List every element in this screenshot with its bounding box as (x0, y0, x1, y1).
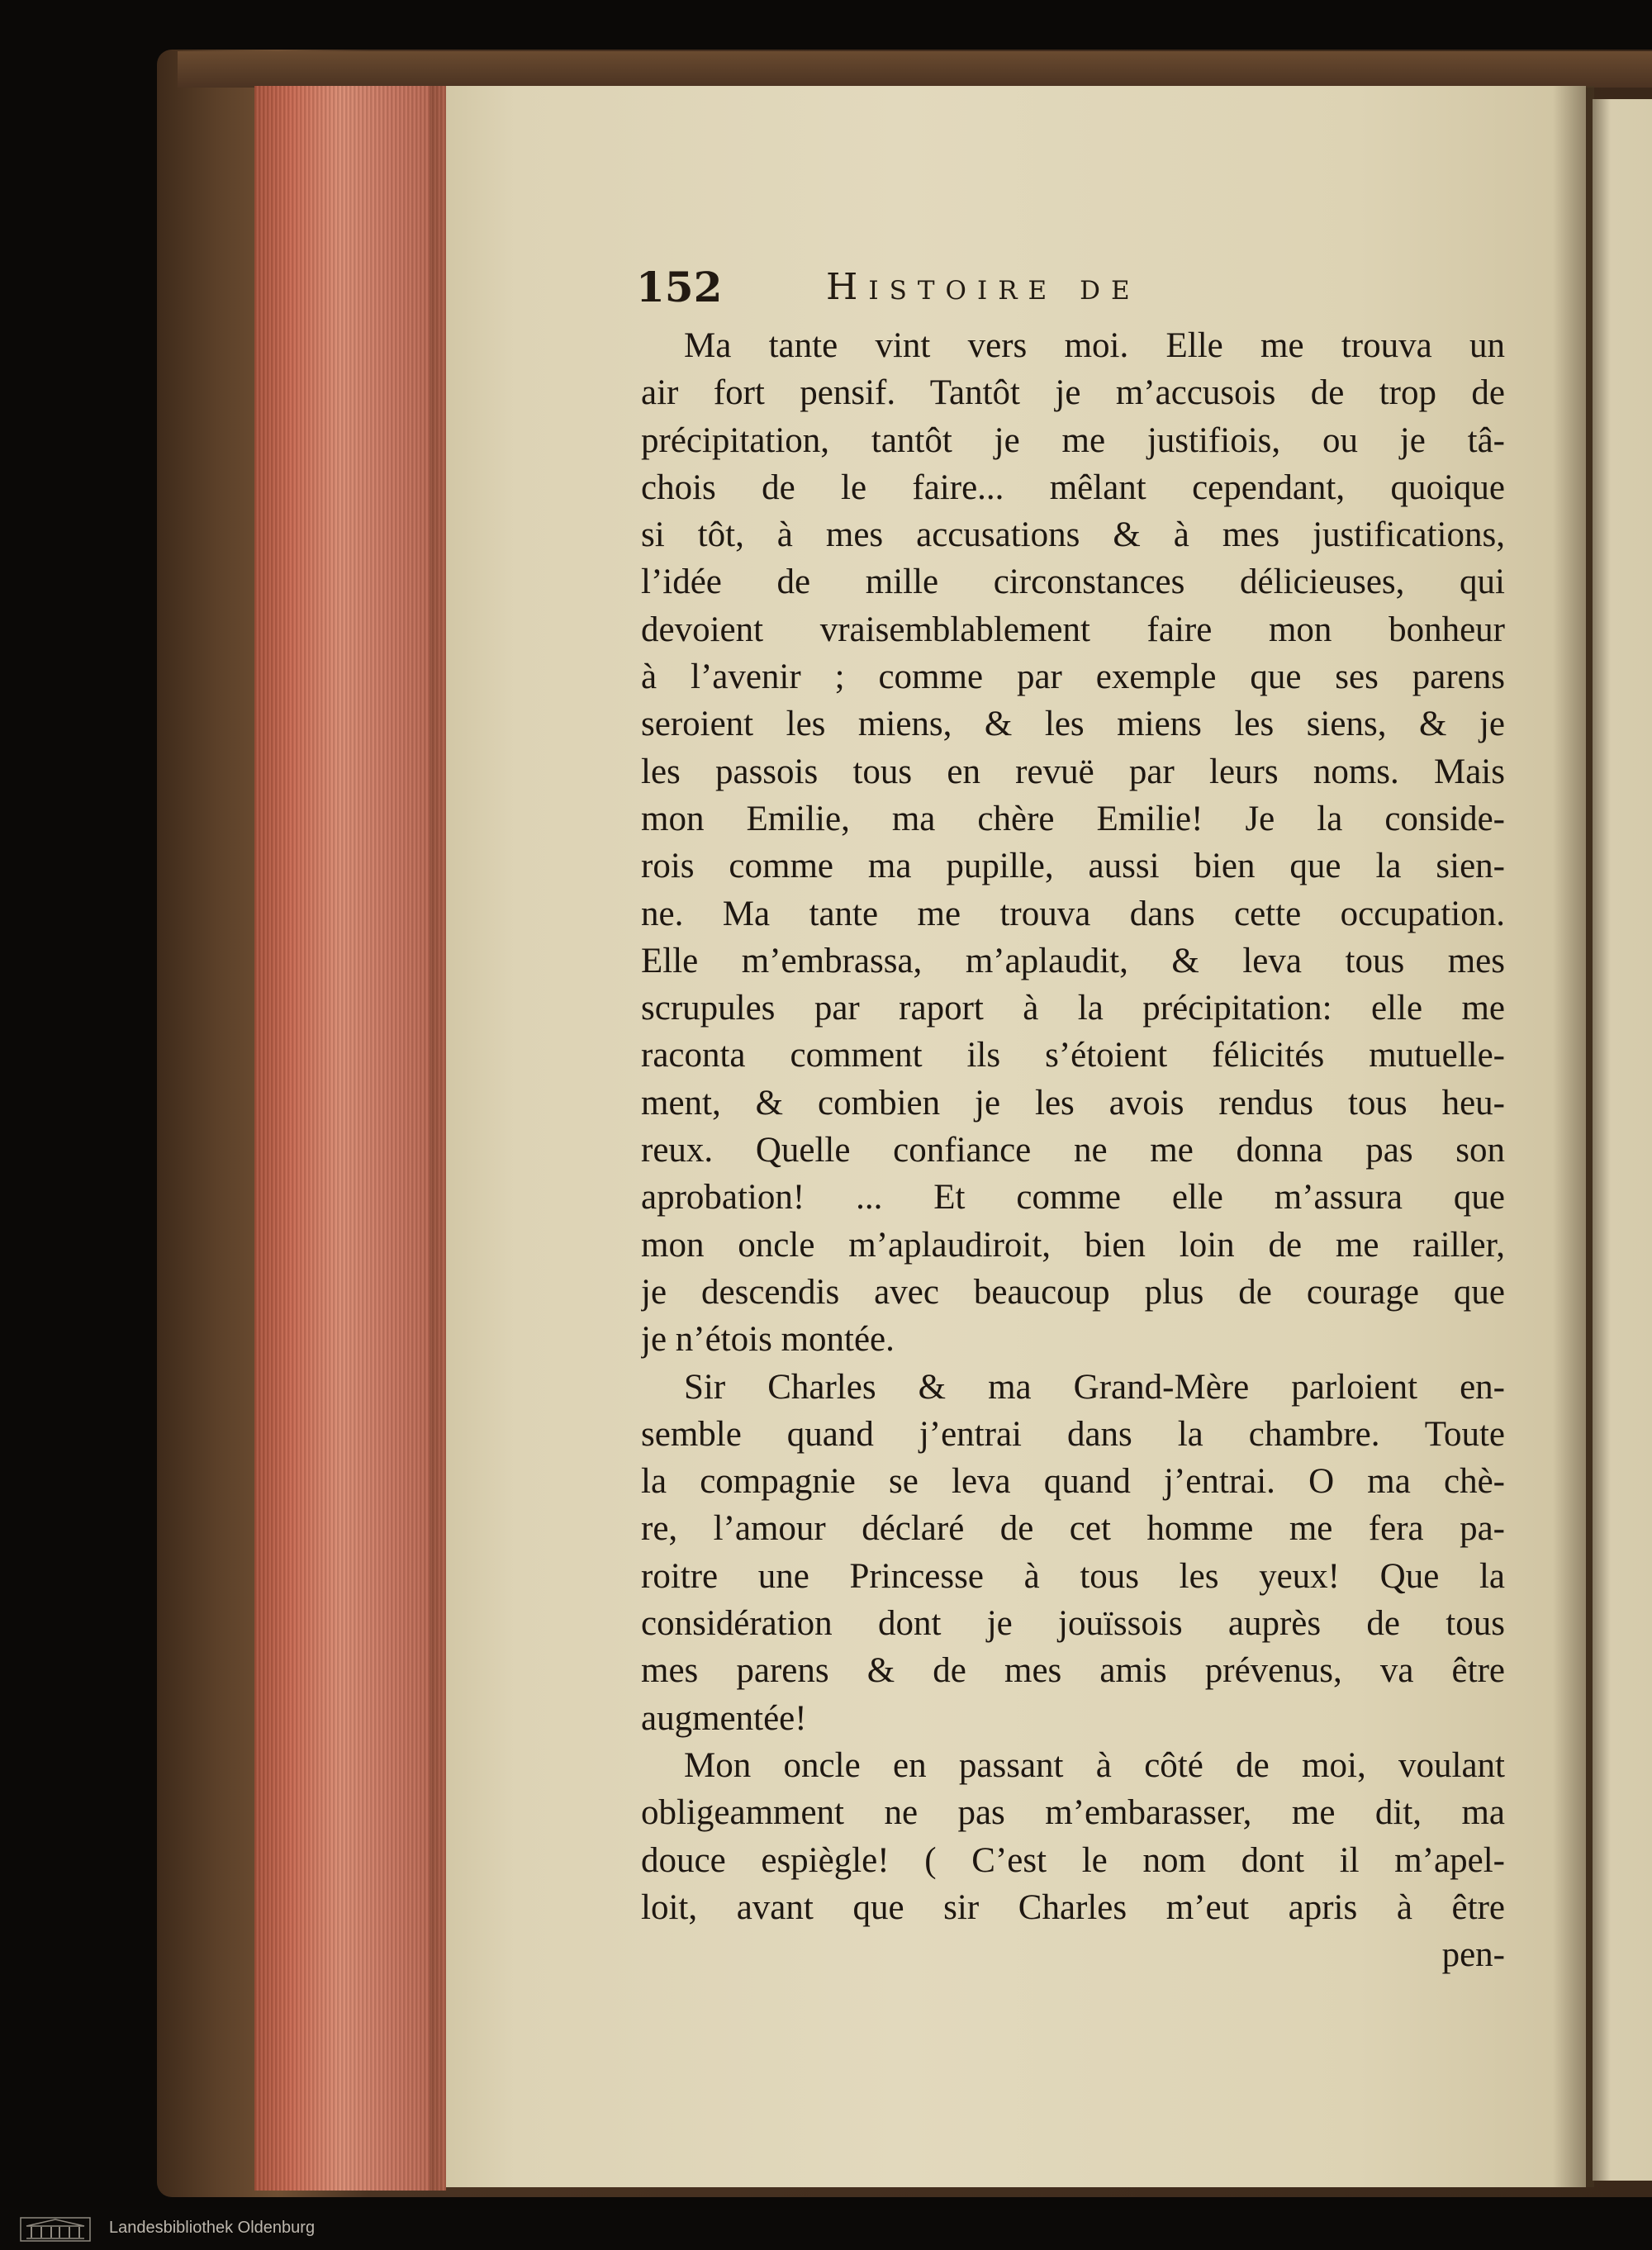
text-line: Ma tante vint vers moi. Elle me trouva un (684, 326, 1505, 365)
text-line: Sir Charles & ma Grand-Mère parloient en- (684, 1367, 1505, 1407)
text-line: loit, avant que sir Charles m’eut apris à être (641, 1887, 1505, 1927)
text-line: re, l’amour déclaré de cet homme me fera pa- (641, 1509, 1505, 1549)
text-line: seroient les miens, & les miens les siens, & je (641, 705, 1505, 744)
text-line: augmentée! (641, 1698, 807, 1738)
text-line: raconta comment ils s’étoient félicités mutuelle- (641, 1036, 1505, 1075)
library-credit: Landesbibliothek Oldenburg (109, 2219, 316, 2237)
text-line: à l’avenir ; comme par exemple que ses parens (641, 657, 1505, 697)
text-line: mes parens & de mes amis prévenus, va être (641, 1651, 1505, 1691)
text-line: air fort pensif. Tantôt je m’accusois de trop de (641, 373, 1505, 413)
text-line: je descendis avec beaucoup plus de courage que (641, 1272, 1505, 1312)
page-number: 152 (636, 263, 723, 311)
text-line: douce espiègle! ( C’est le nom dont il m’apel- (641, 1840, 1505, 1880)
page-block-edge (254, 86, 446, 2191)
text-line: semble quand j’entrai dans la chambre. Toute (641, 1414, 1505, 1454)
text-line: aprobation! ... Et comme elle m’assura que (641, 1178, 1505, 1218)
text-line: reux. Quelle confiance ne me donna pas son (641, 1131, 1505, 1170)
text-line: précipitation, tantôt je me justifiois, ou je tâ- (641, 420, 1505, 460)
text-line: la compagnie se leva quand j’entrai. O ma chè- (641, 1462, 1505, 1502)
text-line: ne. Ma tante me trouva dans cette occupation. (641, 894, 1505, 933)
text-line: roitre une Princesse à tous les yeux! Que la (641, 1556, 1505, 1596)
running-head (636, 263, 1495, 320)
text-line: devoient vraisemblablement faire mon bonheur (641, 610, 1505, 649)
text-line: rois comme ma pupille, aussi bien que la sien- (641, 847, 1505, 886)
text-line: chois de le faire... mêlant cependant, quoique (641, 468, 1505, 507)
text-line: Elle m’embrassa, m’aplaudit, & leva tous mes (641, 941, 1505, 980)
text-line: obligeamment ne pas m’embarasser, me dit, ma (641, 1793, 1505, 1833)
page-gutter-shadow (1553, 86, 1594, 2187)
text-line: l’idée de mille circonstances délicieuses, qui (641, 562, 1505, 602)
text-line: les passois tous en revuë par leurs noms. Mais (641, 752, 1505, 791)
library-building-icon (20, 2217, 91, 2242)
text-line: mon Emilie, ma chère Emilie! Je la conside- (641, 799, 1505, 838)
text-line: mon oncle m’aplaudiroit, bien loin de me railler, (641, 1225, 1505, 1265)
text-line: Mon oncle en passant à côté de moi, voulant (684, 1745, 1505, 1785)
book-cover-top-edge (178, 51, 1652, 88)
text-line: si tôt, à mes accusations & à mes justifications, (641, 515, 1505, 555)
text-line: je n’étois montée. (641, 1320, 895, 1360)
text-line: considération dont je jouïssois auprès de tous (641, 1604, 1505, 1644)
body-text (641, 322, 1505, 1978)
running-title: Histoire de (826, 266, 1141, 308)
facing-page-sliver (1593, 99, 1652, 2181)
text-line: scrupules par raport à la précipitation: elle me (641, 989, 1505, 1028)
catchword: pen- (1441, 1935, 1505, 1975)
text-line: ment, & combien je les avois rendus tous heu- (641, 1083, 1505, 1123)
